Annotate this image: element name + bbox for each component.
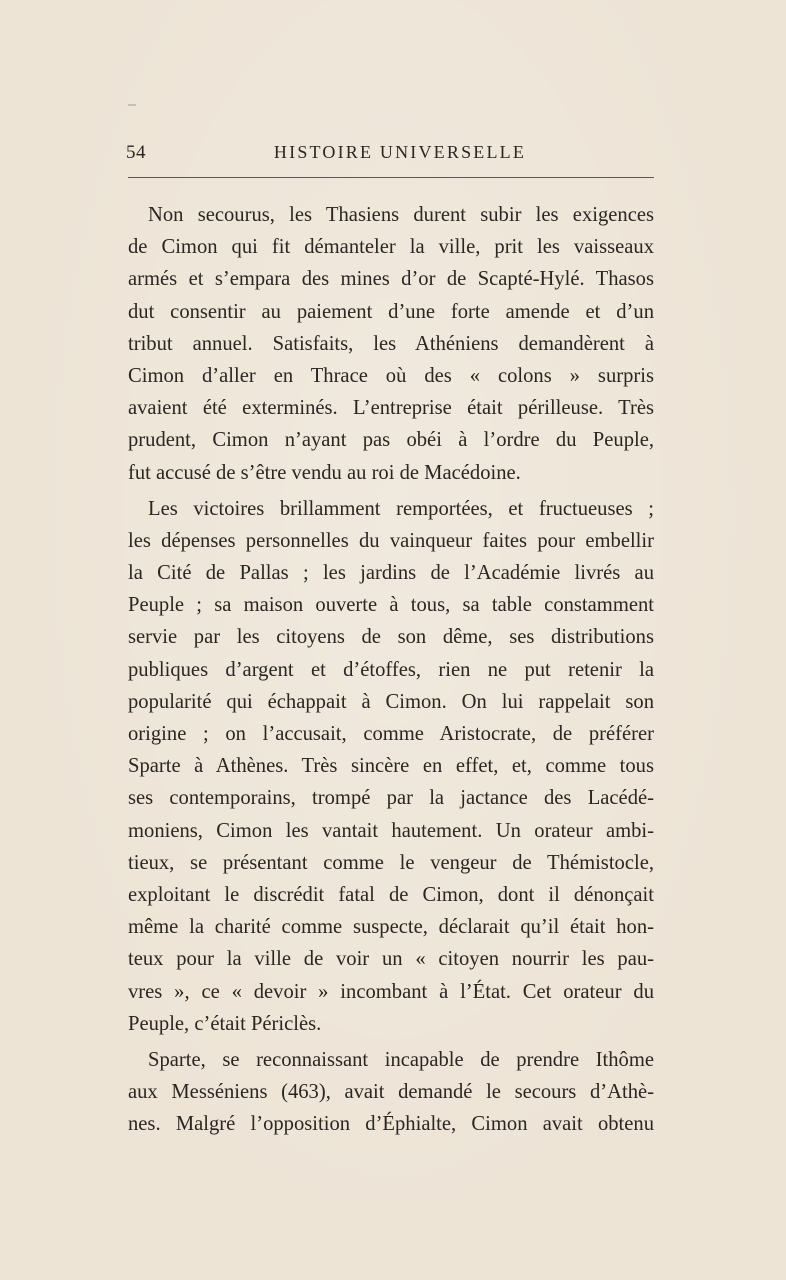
text-line: popularité qui échappait à Cimon. On lui rappelait son [128, 690, 654, 713]
text-line: servie par les citoyens de son dême, ses distributions [128, 626, 654, 649]
header-rule [128, 177, 654, 178]
text-line: Sparte, se reconnaissant incapable de prendre Ithôme [148, 1048, 654, 1071]
text-line: exploitant le discrédit fatal de Cimon, dont il dénonçait [128, 883, 654, 906]
paragraph-2 [128, 493, 654, 1040]
text-line: origine ; on l’accusait, comme Aristocrate, de préférer [128, 723, 654, 745]
text-line: Les victoires brillamment remportées, et fructueuses ; [148, 497, 654, 520]
text-line: armés et s’empara des mines d’or de Scapté-Hylé. Thasos [128, 268, 654, 291]
text-line: vres », ce « devoir » incombant à l’État. Cet orateur du [128, 980, 654, 1003]
body-text [128, 199, 654, 1140]
text-line: de Cimon qui fit démanteler la ville, prit les vaisseaux [128, 236, 654, 259]
text-line: nes. Malgré l’opposition d’Éphialte, Cimon avait obtenu [128, 1113, 654, 1136]
text-line: fut accusé de s’être vendu au roi de Macédoine. [128, 461, 521, 484]
text-line: prudent, Cimon n’ayant pas obéi à l’ordre du Peuple, [128, 429, 654, 452]
paragraph-3 [128, 1044, 654, 1141]
text-line: tribut annuel. Satisfaits, les Athéniens demandèrent à [128, 332, 654, 355]
text-line: même la charité comme suspecte, déclarait qu’il était hon- [128, 916, 654, 939]
text-line: Cimon d’aller en Thrace où des « colons » surpris [128, 364, 654, 387]
page-number: 54 [126, 142, 146, 163]
text-line: tieux, se présentant comme le vengeur de Thémistocle, [128, 851, 654, 874]
text-line: publiques d’argent et d’étoffes, rien ne put retenir la [128, 658, 654, 681]
text-line: Peuple, c’était Périclès. [128, 1012, 322, 1035]
text-line: aux Messéniens (463), avait demandé le secours d’Athè- [128, 1081, 654, 1104]
text-line: la Cité de Pallas ; les jardins de l’Académie livrés au [128, 562, 654, 585]
text-line: teux pour la ville de voir un « citoyen nourrir les pau- [128, 948, 654, 971]
page-header [126, 142, 652, 168]
text-line: dut consentir au paiement d’une forte amende et d’un [128, 300, 654, 323]
text-line: Peuple ; sa maison ouverte à tous, sa table constamment [128, 594, 654, 617]
text-line: Sparte à Athènes. Très sincère en effet, et, comme tous [128, 755, 654, 778]
running-title: HISTOIRE UNIVERSELLE [273, 142, 527, 162]
text-line: Non secourus, les Thasiens durent subir les exigences [148, 204, 654, 226]
text-line: avaient été exterminés. L’entreprise était périlleuse. Très [128, 397, 654, 420]
print-speck [128, 104, 136, 106]
text-line: ses contemporains, trompé par la jactance des Lacédé- [128, 787, 654, 810]
text-line: moniens, Cimon les vantait hautement. Un orateur ambi- [128, 819, 654, 842]
paragraph-1 [128, 199, 654, 489]
text-line: les dépenses personnelles du vainqueur faites pour embellir [128, 529, 654, 552]
